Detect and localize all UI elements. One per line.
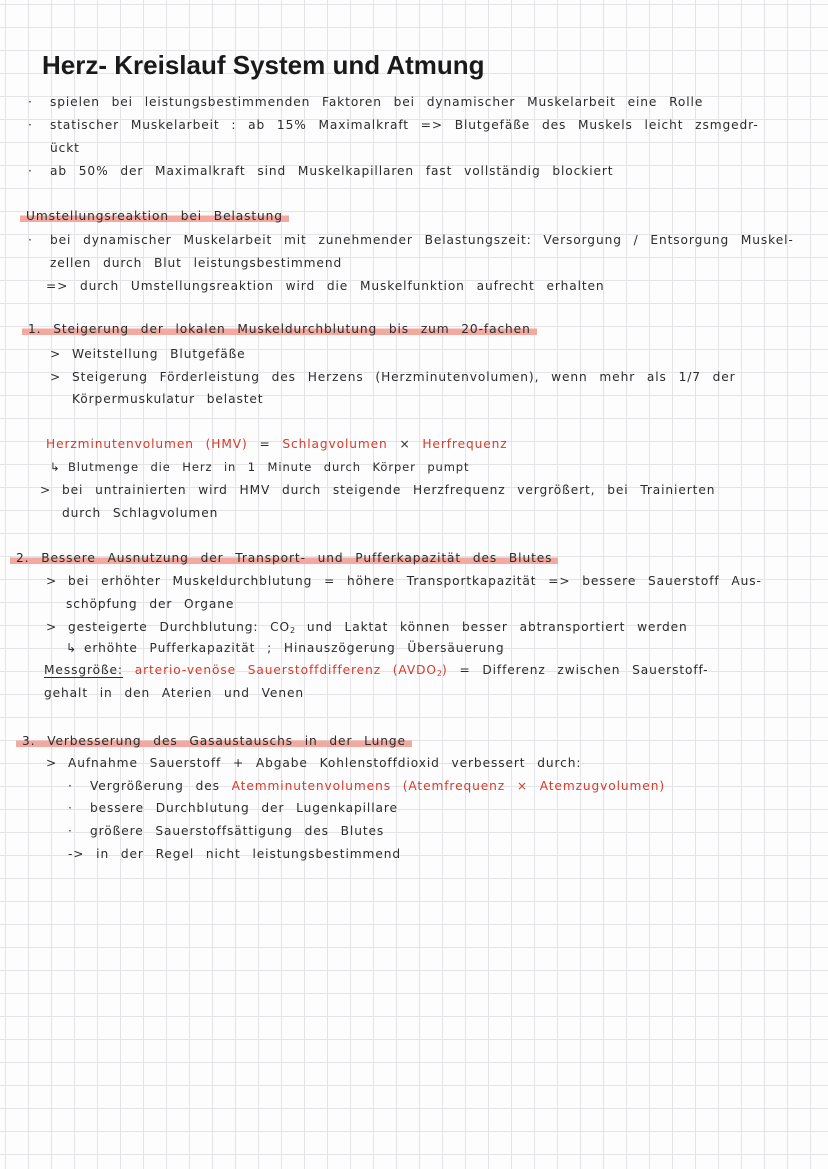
- bullet-dot: ·: [28, 164, 33, 178]
- section3-bullet-1: > Aufnahme Sauerstoff + Abgabe Kohlenstoffdioxid verbessert durch:: [46, 756, 582, 770]
- section0-line-1: · bei dynamischer Muskelarbeit mit zunehmender Belastungszeit: Versorgung / Entsorgung Muskel-: [28, 233, 794, 247]
- bullet-arrow: >: [40, 483, 52, 497]
- section3-item-2: · bessere Durchblutung der Lugenkapillare: [68, 801, 398, 815]
- bullet-arrow: >: [50, 347, 62, 361]
- section3-item-1: · Vergrößerung des Atemminutenvolumens (Atemfrequenz × Atemzugvolumen): [68, 779, 665, 793]
- messgroesse-line: Messgröße: arterio-venöse Sauerstoffdifferenz $(AVDO_2)$ = Differenz zwischen Sauerstoff-: [44, 663, 709, 678]
- section-heading-2: 2. Bessere Ausnutzung der Transport- und Pufferkapazität des Blutes: [16, 550, 558, 566]
- section-heading-umstellung: Umstellungsreaktion bei Belastung: [26, 208, 289, 224]
- section0-line-2: zellen durch Blut leistungsbestimmend: [50, 256, 343, 270]
- hook-arrow-icon: ↳: [66, 641, 78, 655]
- bullet-dot: ·: [28, 118, 33, 132]
- page-title: Herz- Kreislauf System und Atmung: [42, 50, 485, 80]
- bullet-arrow: >: [50, 370, 62, 384]
- bullet-dot: ·: [28, 233, 33, 247]
- section3-item-3: · größere Sauerstoffsättigung des Blutes: [68, 824, 385, 838]
- section2-bullet-3: ↳ erhöhte Pufferkapazität ; Hinauszögerung Übersäuerung: [66, 641, 505, 655]
- bullet-dot: ·: [68, 824, 73, 838]
- section1-bullet-2: > Steigerung Förderleistung des Herzens (Herzminutenvolumen), wenn mehr als 1/7 der: [50, 370, 736, 384]
- section-heading-1: 1. Steigerung der lokalen Muskeldurchblutung bis zum 20-fachen: [28, 321, 537, 337]
- hook-arrow-icon: ↳: [50, 460, 61, 474]
- section1-bullet-3: > bei untrainierten wird HMV durch steigende Herzfrequenz vergrößert, bei Trainierten: [40, 483, 716, 497]
- section2-bullet-1: > bei erhöhter Muskeldurchblutung = höhere Transportkapazität => bessere Sauerstoff Aus-: [46, 574, 762, 588]
- intro-line-1: · spielen bei leistungsbestimmenden Faktoren bei dynamischer Muskelarbeit eine Rolle: [28, 95, 704, 109]
- bullet-arrow: >: [46, 620, 58, 634]
- section1-bullet-2-cont: Körpermuskulatur belastet: [72, 392, 264, 406]
- bullet-dot: ·: [68, 779, 73, 793]
- hmv-formula: Herzminutenvolumen (HMV) = Schlagvolumen × Herfrequenz: [46, 437, 508, 451]
- intro-line-2: · statischer Muskelarbeit : ab 15% Maximalkraft => Blutgefäße des Muskels leicht zsmgedr-: [28, 118, 759, 132]
- section1-bullet-3-cont: durch Schlagvolumen: [62, 506, 219, 520]
- section3-conclusion: -> in der Regel nicht leistungsbestimmend: [68, 847, 401, 861]
- hmv-definition: ↳ Blutmenge die Herz in 1 Minute durch Körper pumpt: [50, 460, 470, 474]
- bullet-arrow: >: [46, 574, 58, 588]
- bullet-arrow: >: [46, 756, 58, 770]
- section1-bullet-1: > Weitstellung Blutgefäße: [50, 347, 246, 361]
- intro-line-3: ückt: [50, 141, 80, 155]
- section-heading-3: 3. Verbesserung des Gasaustauschs in der Lunge: [22, 733, 412, 749]
- section2-bullet-2: > gesteigerte Durchblutung: $CO_2$ und Laktat können besser abtransportiert werden: [46, 620, 688, 635]
- intro-line-4: · ab 50% der Maximalkraft sind Muskelkapillaren fast vollständig blockiert: [28, 164, 614, 178]
- section0-line-3: => durch Umstellungsreaktion wird die Muskelfunktion aufrecht erhalten: [46, 279, 605, 293]
- bullet-dot: ·: [68, 801, 73, 815]
- bullet-dot: ·: [28, 95, 33, 109]
- messgroesse-line-2: gehalt in den Aterien und Venen: [44, 686, 304, 700]
- section2-bullet-1-cont: schöpfung der Organe: [66, 597, 235, 611]
